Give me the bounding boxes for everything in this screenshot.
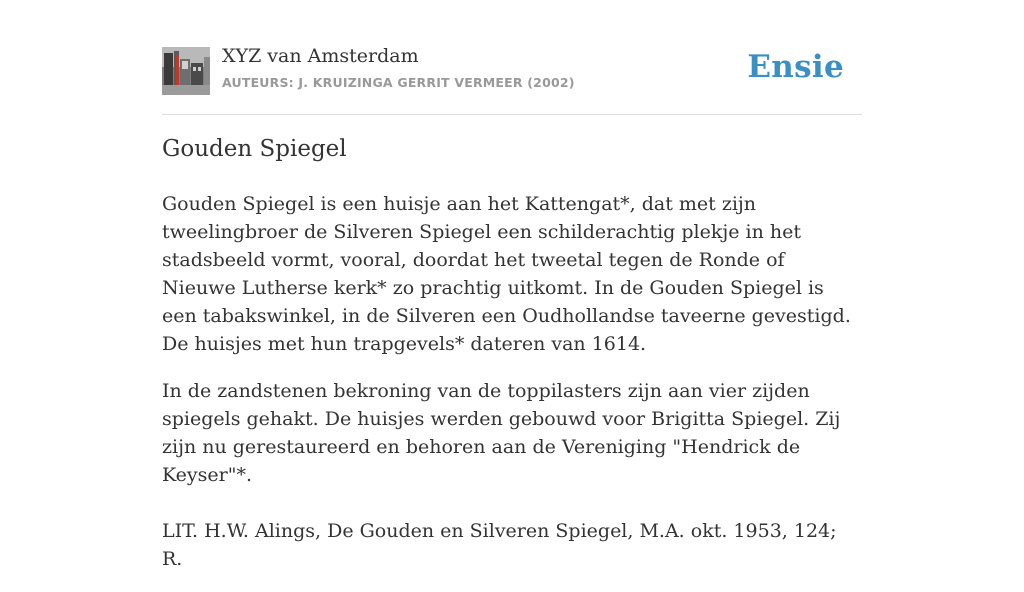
book-title[interactable]: XYZ van Amsterdam	[222, 45, 419, 67]
article-paragraph: In de zandstenen bekroning van de toppilasters zijn aan vier zijden spiegels gehakt. De huisjes werden gebouwd voor Brigitta Spiegel. Zij zijn nu gerestaureerd en behoren aan de Vereniging "Hendrick de Keyser"*.	[162, 380, 841, 486]
article-paragraph: Gouden Spiegel is een huisje aan het Kattengat*, dat met zijn tweelingbroer de Silveren Spiegel een schilderachtig plekje in het stadsbeeld vormt, vooral, doordat het tweetal tegen de Ronde of Nieuwe Lutherse kerk* zo prachtig uitkomt. In de Gouden Spiegel is een tabakswinkel, in de Silveren een Oudhollandse taveerne gevestigd. De huisjes met hun trapgevels* dateren van 1614.	[162, 193, 851, 355]
article-body	[162, 190, 862, 592]
book-header	[162, 44, 862, 115]
article-title: Gouden Spiegel	[162, 136, 347, 162]
ensie-logo[interactable]: Ensie	[747, 49, 844, 85]
book-authors: AUTEURS: J. KRUIZINGA GERRIT VERMEER (2002)	[222, 75, 575, 90]
page	[162, 0, 862, 570]
book-cover-image	[162, 47, 210, 95]
literature-reference: LIT. H.W. Alings, De Gouden en Silveren Spiegel, M.A. okt. 1953, 124; R.	[162, 520, 837, 570]
book-cover-avatar[interactable]	[162, 47, 210, 95]
